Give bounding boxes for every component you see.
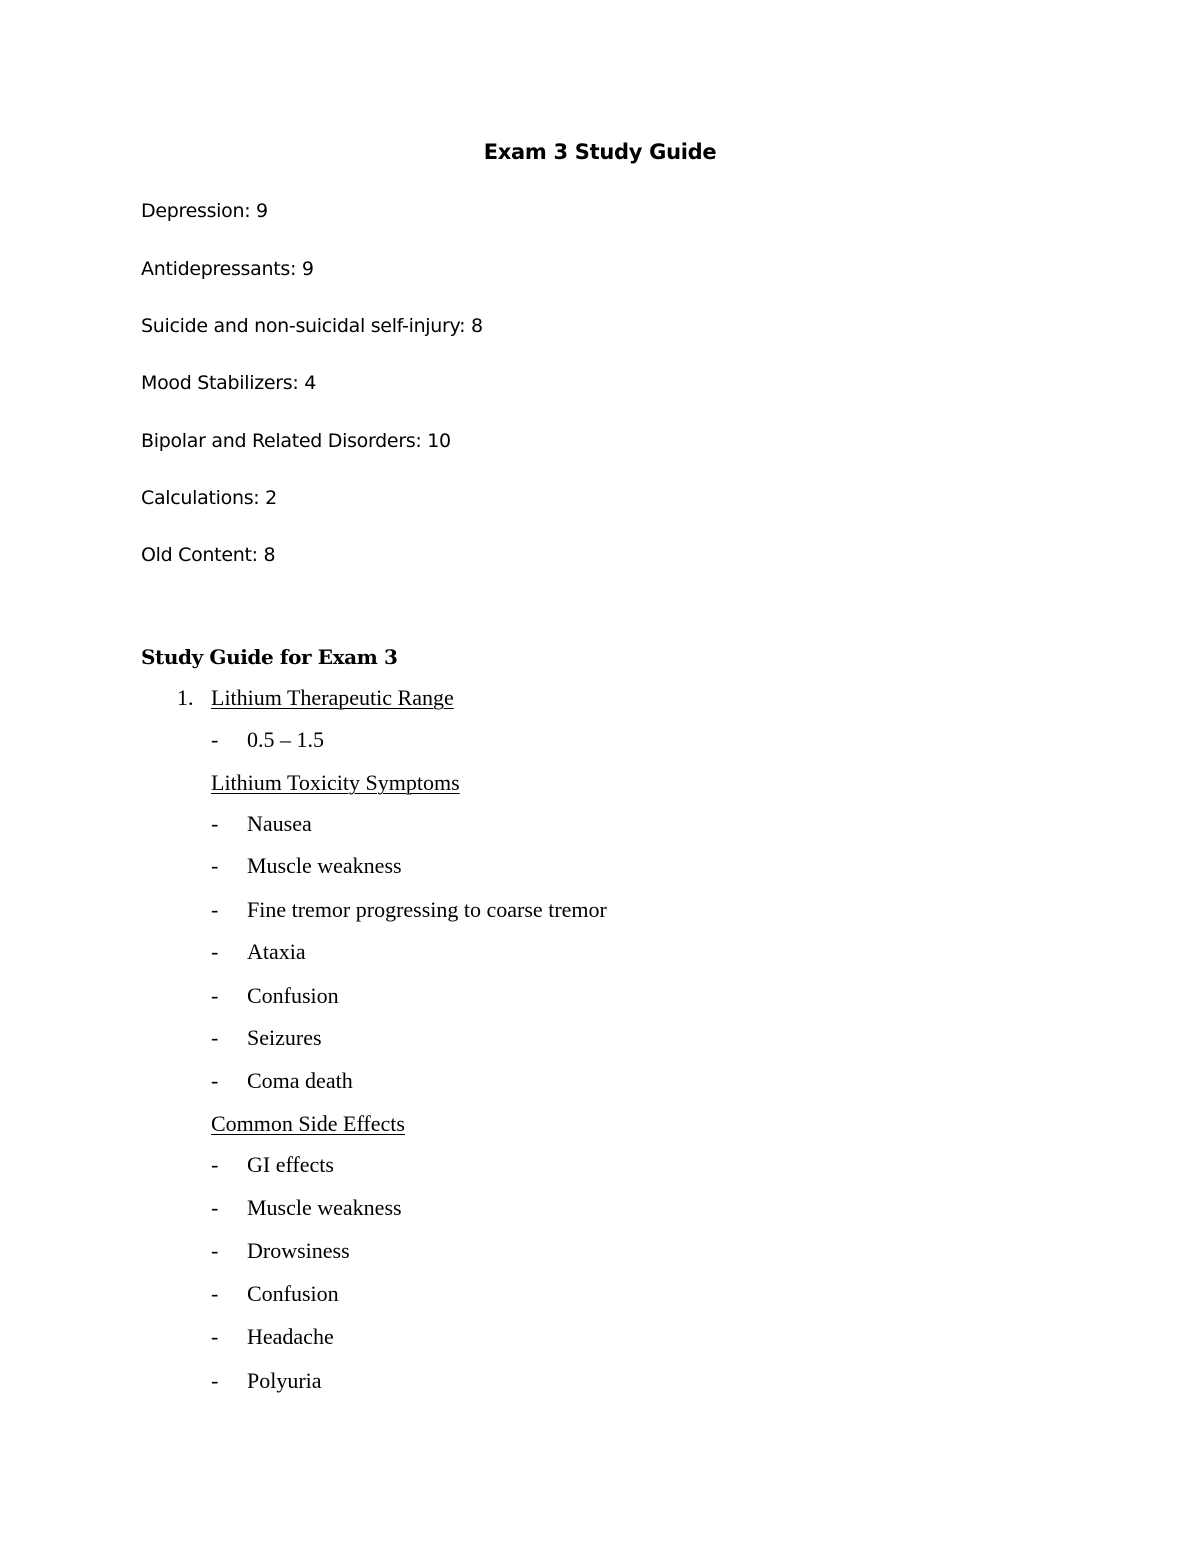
bullet-dash: - [211,1068,219,1093]
bullet-dash: - [211,983,219,1008]
list-number: 1. [177,685,194,710]
summary-line-old-content: Old Content: 8 [141,544,276,566]
bullet-dash: - [211,1025,219,1050]
section-heading: Study Guide for Exam 3 [141,645,398,669]
summary-line-calculations: Calculations: 2 [141,487,277,509]
side-effect: Confusion [247,1281,339,1306]
toxicity-heading: Lithium Toxicity Symptoms [211,770,460,795]
bullet-dash: - [211,811,219,836]
summary-line-mood-stabilizers: Mood Stabilizers: 4 [141,372,316,394]
side-effect: Drowsiness [247,1238,350,1263]
side-effects-heading: Common Side Effects [211,1111,405,1136]
therapeutic-range-value: 0.5 – 1.5 [247,727,324,752]
bullet-dash: - [211,1281,219,1306]
toxicity-symptom: Muscle weakness [247,853,402,878]
summary-line-suicide: Suicide and non-suicidal self-injury: 8 [141,315,483,337]
side-effect: Polyuria [247,1368,322,1393]
bullet-dash: - [211,727,219,752]
toxicity-symptom: Coma death [247,1068,353,1093]
therapeutic-range-heading: Lithium Therapeutic Range [211,685,454,710]
bullet-dash: - [211,897,219,922]
summary-line-antidepressants: Antidepressants: 9 [141,258,314,280]
toxicity-symptom: Seizures [247,1025,322,1050]
summary-line-depression: Depression: 9 [141,200,268,222]
side-effect: Muscle weakness [247,1195,402,1220]
bullet-dash: - [211,1152,219,1177]
toxicity-symptom: Fine tremor progressing to coarse tremor [247,897,607,922]
toxicity-symptom: Nausea [247,811,312,836]
bullet-dash: - [211,1195,219,1220]
bullet-dash: - [211,853,219,878]
toxicity-symptom: Ataxia [247,939,306,964]
bullet-dash: - [211,1368,219,1393]
side-effect: Headache [247,1324,334,1349]
bullet-dash: - [211,1238,219,1263]
bullet-dash: - [211,1324,219,1349]
side-effect: GI effects [247,1152,334,1177]
toxicity-symptom: Confusion [247,983,339,1008]
summary-line-bipolar: Bipolar and Related Disorders: 10 [141,430,451,452]
document-title: Exam 3 Study Guide [483,140,717,164]
bullet-dash: - [211,939,219,964]
